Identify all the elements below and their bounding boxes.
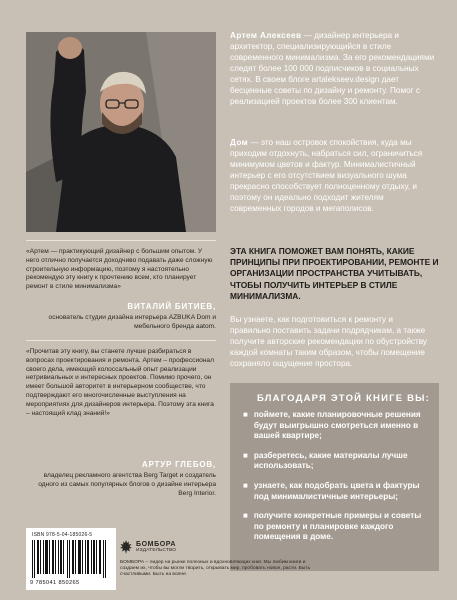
benefit-rest: конкретные примеры и советы по ремонту и планировке каждого помещения в доме. (253, 511, 422, 542)
benefit-lead: получите (253, 511, 292, 521)
barcode-box (26, 528, 116, 590)
author-photo (26, 32, 216, 232)
divider (26, 240, 216, 241)
publisher-subtitle: ИЗДАТЕЛЬСТВО (136, 548, 177, 553)
isbn-label: ISBN 978-5-04-185026-5 (32, 532, 93, 538)
bullet-square-icon: ■ (243, 450, 248, 460)
publisher-name-block (136, 541, 176, 553)
book-lead: ЭТА КНИГА ПОМОЖЕТ ВАМ ПОНЯТЬ, КАКИЕ ПРИНЦИПЫ ПРИ ПРОЕКТИРОВАНИИ, РЕМОНТЕ И ОРГАНИЗАЦИИ ПРОСТРАНСТВА УЧИТЫВАТЬ, ЧТОБЫ ПОЛУЧИТЬ ИНТЕРЬЕР В СТИЛЕ МИНИМАЛИЗМА. (230, 246, 439, 301)
publisher-name: БОМБОРА (136, 541, 177, 548)
testimonial-author: АРТУР ГЛЕБОВ, (141, 460, 216, 469)
benefit-lead: узнаете, (253, 480, 288, 490)
benefit-item (243, 451, 429, 472)
benefit-text (254, 481, 429, 502)
benefit-lead: разберетесь, (253, 450, 307, 460)
benefit-item (243, 511, 429, 543)
benefit-rest: какие материалы лучше использовать; (253, 450, 408, 471)
barcode-graphic (32, 540, 110, 578)
home-lead-word: Дом (230, 138, 249, 147)
benefits-list (233, 410, 439, 543)
home-paragraph (230, 137, 435, 214)
benefit-rest: как подобрать цвета и фактуры под минималистичные интерьеры; (253, 480, 420, 501)
book-description: Вы узнаете, как подготовиться к ремонту и правильно поставить задачи подрядчикам, а также получите авторские рекомендации по обустройству каждой комнаты таким образом, чтобы помещение сохраняло ощущение простора. (230, 315, 428, 368)
benefit-text (254, 511, 429, 543)
benefit-item (243, 481, 429, 502)
barcode-number: 9 785041 850265 (30, 580, 80, 586)
benefit-item (243, 410, 429, 442)
bullet-square-icon: ■ (243, 410, 248, 419)
bombora-logo-icon (120, 540, 132, 554)
home-text: — это наш островок спокойствия, куда мы приходим отдохнуть, набраться сил, ограничиться минимумом цветов и фактур. Минималистичный интерьер с его отсутствием визуального шума прекрасно способствует полноценному отдыху, и поэтому он идеально подходит жителям современных городов и мегаполисов. (230, 138, 423, 213)
testimonial-quote: «Прочитав эту книгу, вы станете лучше разбираться в вопросах проектирования и ремонта. Артем – профессионал своего дела, имеющий колоссальный опыт реализации нетривиальных и интересных проектов. Помимо прочего, он имеет большой авторитет в интерьерном сообществе, что подтверждают его многочисленные выступления на мероприятиях для дизайнеров интерьера. Поэтому эта книга – настоящий клад знаний!» (26, 348, 214, 417)
benefit-lead: поймете, (253, 410, 291, 419)
author-bio-text: — дизайнер интерьера и архитектор, специализирующийся в стиле современного минимализма. За его рекомендациями следят более 100 000 подписчиков в социальных сетях. В своем блоге artalekseev.design дает бесценные советы по дизайну и ремонту. Помог с реализацией проектов более 300 клиентам. (230, 31, 435, 106)
benefit-rest: какие планировочные решения будут выигрышно смотреться именно в вашей квартире; (253, 410, 421, 441)
testimonial-author: ВИТАЛИЙ БИТИЕВ, (127, 302, 216, 311)
benefit-text (254, 451, 429, 472)
author-name: Артем Алексеев (230, 31, 302, 40)
publisher-block (120, 540, 230, 554)
testimonial-author-role: основатель студии дизайна интерьера AZBUKA Dom и мебельного бренда aatom. (48, 314, 216, 330)
author-bio (230, 30, 435, 107)
bullet-square-icon: ■ (243, 480, 248, 490)
benefits-title: БЛАГОДАРЯ ЭТОЙ КНИГЕ ВЫ: (257, 393, 430, 404)
publisher-tagline: БОМБОРА – лидер на рынке полезных и вдохновляющих книг. Мы любим книги и создаем их, чтобы вы могли творить, открывать мир, пробовать новое, расти. Быть счастливыми. Быть на волне. (120, 560, 311, 577)
benefits-panel (230, 383, 439, 571)
divider (26, 340, 216, 341)
bullet-square-icon: ■ (243, 511, 248, 521)
benefit-text (254, 410, 429, 442)
testimonial-author-role: владелец рекламного агентства Berg Target и создатель одного из самых популярных блогов о дизайне интерьера Berg Interior. (38, 472, 216, 497)
testimonial-quote: «Артем — практикующий дизайнер с большим опытом. У него отлично получается доходчиво подавать даже сложную строительную информацию, поэтому я настоятельно рекомендую эту книгу к прочтению всем, кто планирует ремонт в стиле минимализма» (26, 248, 213, 291)
